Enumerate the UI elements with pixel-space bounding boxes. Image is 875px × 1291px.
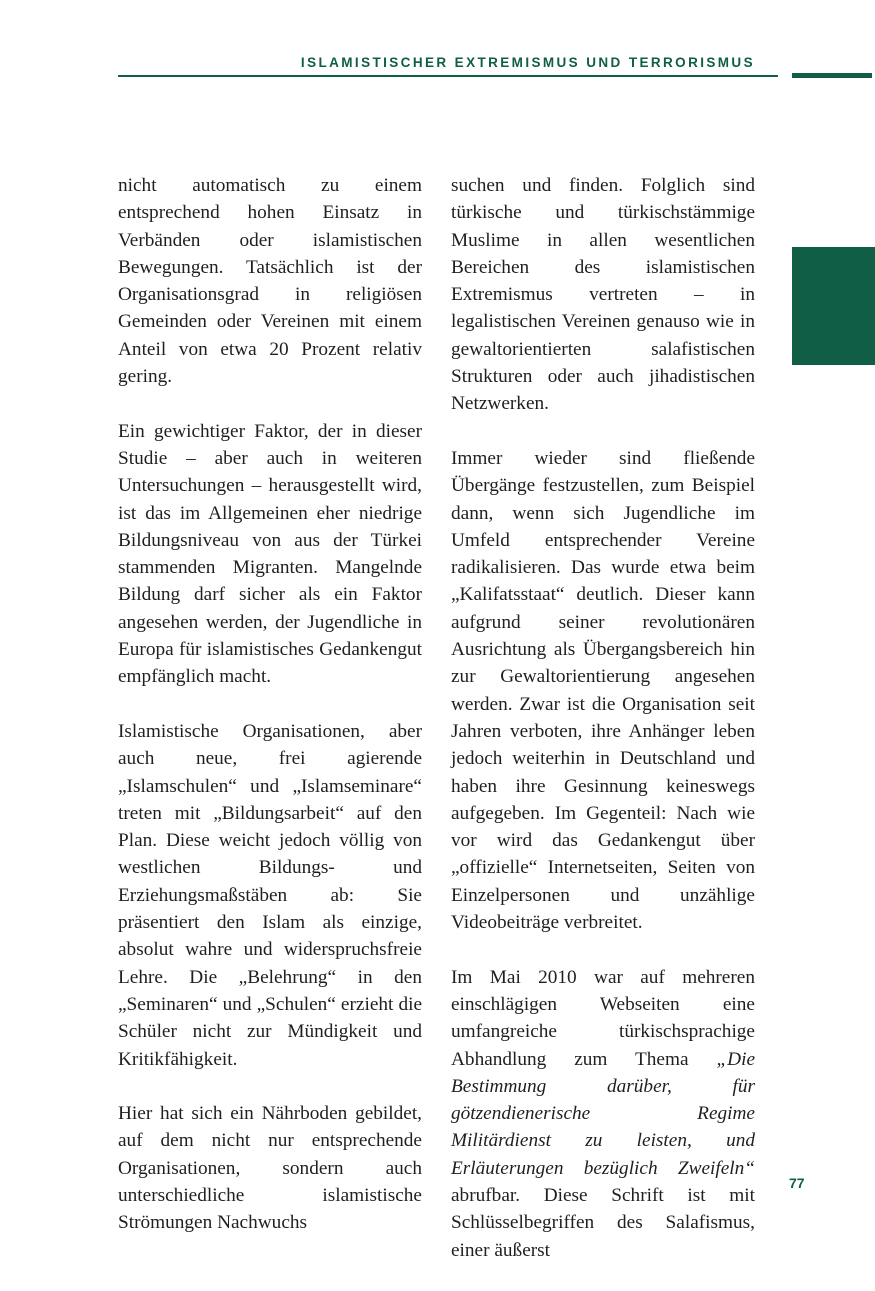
page-number: 77 [789,1175,805,1191]
paragraph: Immer wieder sind fließende Übergänge festzustellen, zum Beispiel dann, wenn sich Jugendliche im Umfeld entsprechender Vereine radikalisieren. Das wurde etwa beim „Kalifatsstaat“ deutlich. Dieser kann aufgrund seiner revolutionären Ausrichtung als Übergangsbereich hin zur Gewaltorientierung angesehen werden. Zwar ist die Organisation seit Jahren verboten, ihre Anhänger leben jedoch weiterhin in Deutschland und haben ihre Gesinnung keineswegs aufgegeben. Im Gegenteil: Nach wie vor wird das Gedankengut über „offizielle“ Internetseiten, Seiten von Einzelpersonen und unzählige Videobeiträge verbreitet. [451,447,755,934]
chapter-side-tab [792,247,875,365]
running-header: ISLAMISTISCHER EXTREMISMUS UND TERRORISMUS [300,55,755,70]
header-rule [118,75,778,77]
paragraph: Islamistische Organisationen, aber auch neue, frei agierende „Islamschulen“ und „Islamseminare“ treten mit „Bildungsarbeit“ auf den Plan. Diese weicht jedoch völlig von westlichen Bildungs- und Erziehungsmaßstäben ab: Sie präsentiert den Islam als einzige, absolut wahre und widerspruchsfreie Lehre. Die „Belehrung“ in den „Seminaren“ und „Schulen“ erzieht die Schüler nicht zur Mündigkeit und Kritikfähigkeit. [118,720,422,1070]
paragraph-text: abrufbar. Diese Schrift ist mit Schlüsselbegriffen des Salafismus, einer äußerst [451,1184,755,1261]
paragraph: Hier hat sich ein Nährboden gebildet, auf dem nicht nur entsprechende Organisationen, sondern auch unterschiedliche islamistische Strömungen Nachwuchs [118,1103,422,1234]
left-column [118,172,422,1264]
paragraph [451,964,755,1264]
paragraph-text: Im Mai 2010 war auf mehreren einschlägigen Webseiten eine umfangreiche türkischsprachige Abhandlung zum Thema [451,966,755,1070]
cited-title: „Die Bestimmung darüber, für götzendienerische Regime Militärdienst zu leisten, und Erläuterungen bezüglich Zweifeln“ [451,1048,755,1179]
paragraph: suchen und finden. Folglich sind türkische und türkischstämmige Muslime in allen wesentlichen Bereichen des islamistischen Extremismus vertreten – in legalistischen Vereinen genauso wie in gewaltorientierten salafistischen Strukturen oder auch jihadistischen Netzwerken. [451,175,755,415]
right-column [451,172,755,1291]
paragraph: nicht automatisch zu einem entsprechend hohen Einsatz in Verbänden oder islamistischen Bewegungen. Tatsächlich ist der Organisationsgrad in religiösen Gemeinden oder Vereinen mit einem Anteil von etwa 20 Prozent relativ gering. [118,175,422,388]
paragraph: Ein gewichtiger Faktor, der in dieser Studie – aber auch in weiteren Untersuchungen – herausgestellt wird, ist das im Allgemeinen eher niedrige Bildungsniveau von aus der Türkei stammenden Migranten. Mangelnde Bildung darf sicher als ein Faktor angesehen werden, der Jugendliche in Europa für islamistisches Gedankengut empfänglich macht. [118,420,422,688]
header-rule-accent [792,73,872,78]
